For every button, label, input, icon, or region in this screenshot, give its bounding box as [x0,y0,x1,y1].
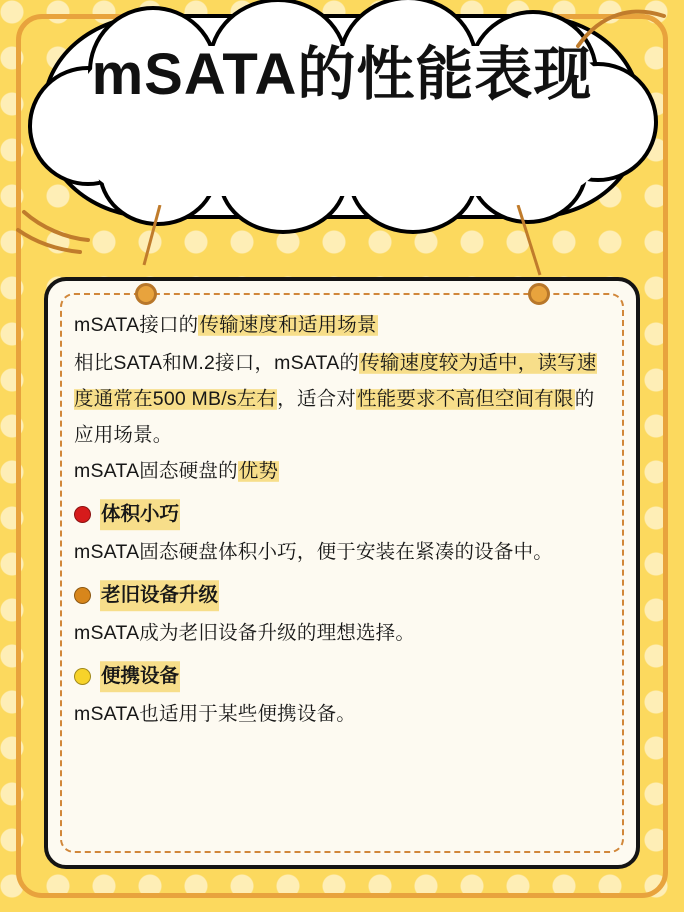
bullet-label: 老旧设备升级 [100,577,219,613]
content-card [44,277,640,869]
text-segment: mSATA固态硬盘的 [74,460,238,482]
hanger-peg-right [528,283,550,305]
section-heading [74,307,612,343]
card-content [74,307,612,847]
body-paragraph [74,345,612,453]
decor-swoosh-top-right [568,2,678,72]
title-cloud [28,6,656,236]
text-segment: 优势 [238,460,279,482]
bullet-dot-icon [74,668,91,685]
bullet-item [74,496,612,532]
text-segment: mSATA也适用于某些便携设备。 [74,703,356,725]
hanger-peg-left [135,283,157,305]
text-segment: 的应用场景。 [74,388,595,446]
bullet-item [74,658,612,694]
bullet-dot-icon [74,587,91,604]
bullet-label: 体积小巧 [100,496,180,532]
section-heading [74,453,612,489]
body-paragraph [74,615,612,651]
text-segment: ，适合对 [277,388,356,410]
body-paragraph [74,696,612,732]
text-segment: 传输速度和适用场景 [199,314,377,336]
body-paragraph [74,534,612,570]
text-segment: mSATA接口的 [74,314,199,336]
page-title: mSATA的性能表现 [91,42,593,107]
text-segment: mSATA固态硬盘体积小巧，便于安装在紧凑的设备中。 [74,541,553,563]
text-segment: 性能要求不高但空间有限 [356,388,574,410]
bullet-label: 便携设备 [100,658,180,694]
text-segment: 相比SATA和M.2接口，mSATA的 [74,352,360,374]
text-segment: mSATA成为老旧设备升级的理想选择。 [74,622,416,644]
bullet-item [74,577,612,613]
decor-swoosh-left [16,194,96,254]
bullet-dot-icon [74,506,91,523]
text-segment: 传输速度较为适中，读写速度通常在500 MB/s左右 [74,352,597,410]
